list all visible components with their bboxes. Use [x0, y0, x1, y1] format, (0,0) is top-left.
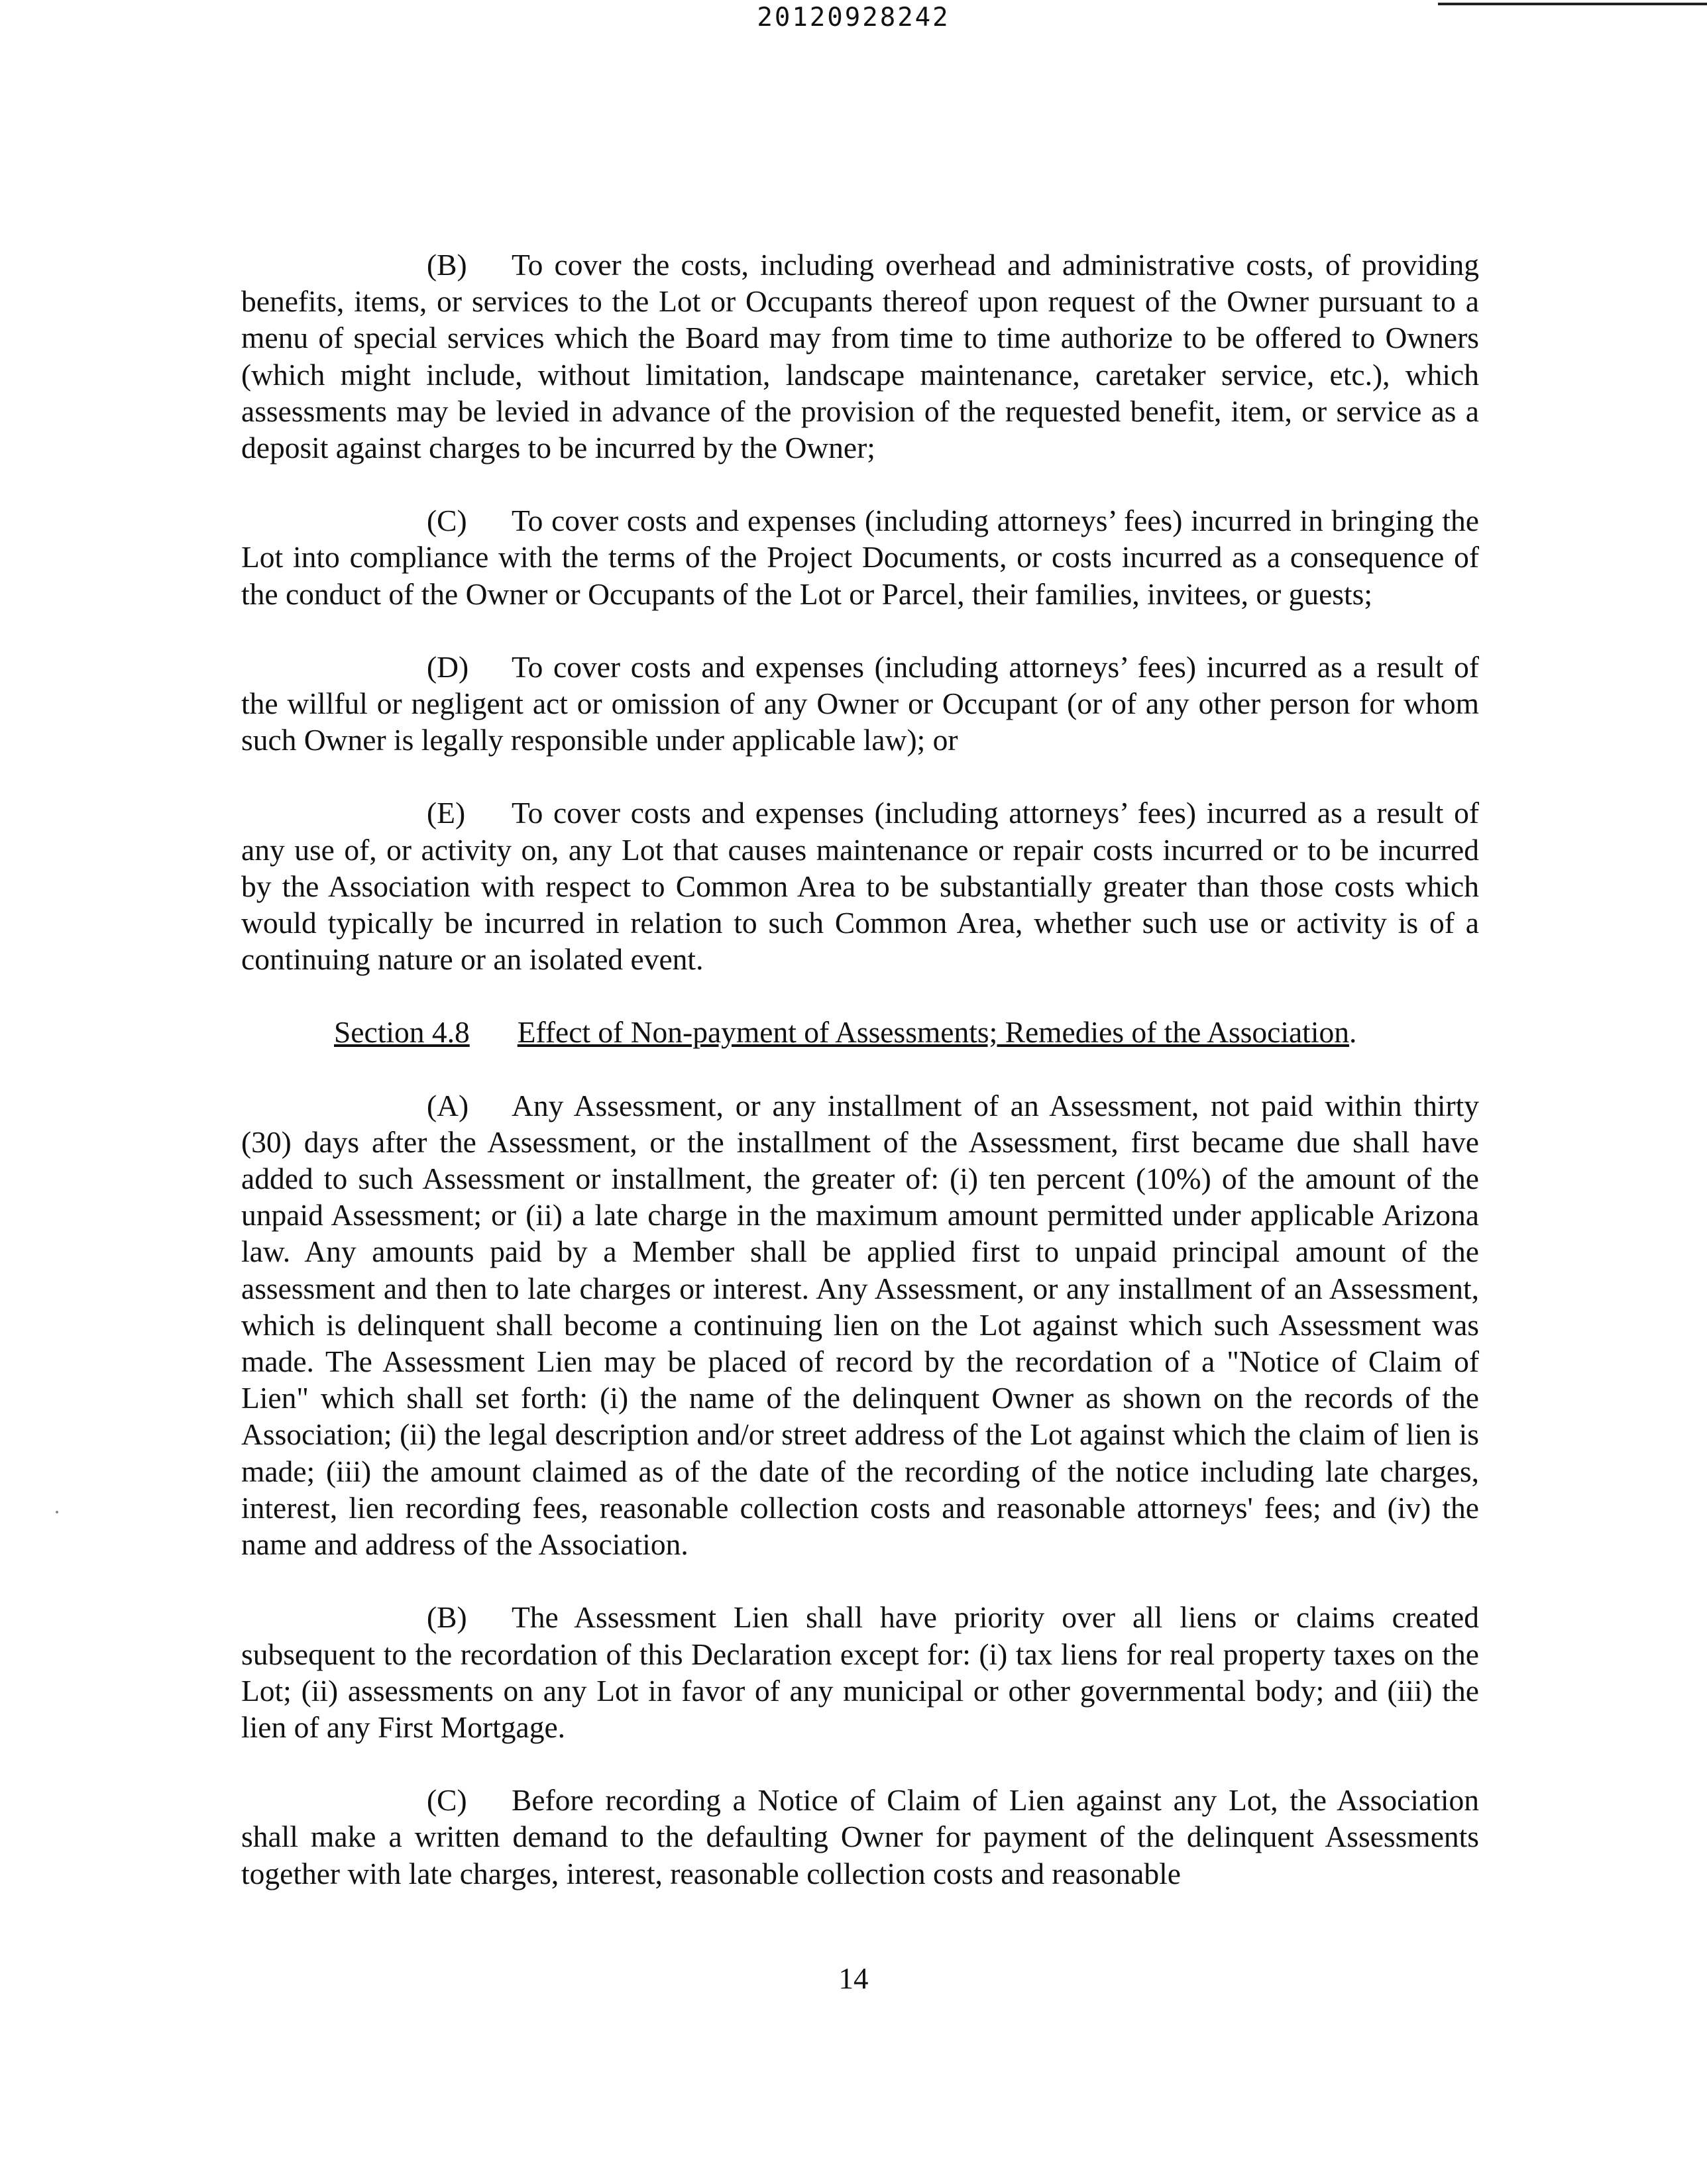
section-paragraph-c [241, 1782, 1479, 1892]
paragraph-e [241, 794, 1479, 977]
paragraph-label: (B) [427, 248, 467, 282]
paragraph-text: Before recording a Notice of Claim of Lien against any Lot, the Association shall make a written demand to the defaulting Owner for payment of the delinquent Assessments together with late charges, interest, reasonable collection costs and reasonable [241, 1783, 1479, 1890]
paragraph-label: (D) [427, 649, 469, 684]
page-number: 14 [838, 1962, 869, 1995]
paragraph-text: To cover the costs, including overhead and administrative costs, of providing benefits, items, or services to the Lot or Occupants thereof upon request of the Owner pursuant to a menu of special services which the Board may from time to time authorize to be offered to Owners (which might include, without limitation, landscape maintenance, caretaker service, etc.), which assessments may be levied in advance of the provision of the requested benefit, item, or service as a deposit against charges to be incurred by the Owner; [241, 248, 1479, 465]
paragraph-c [241, 502, 1479, 612]
paragraph-label: (B) [427, 1600, 467, 1635]
section-heading [241, 1014, 1479, 1050]
document-body [241, 246, 1479, 1928]
paragraph-text: The Assessment Lien shall have priority over all liens or claims created subsequent to the recordation of this Declaration except for: (i) tax liens for real property taxes on the Lot; (ii) assessments on any Lot in favor of any municipal or other governmental body; and (iii) the lien of any First Mortgage. [241, 1600, 1479, 1744]
paragraph-text: To cover costs and expenses (including attorneys’ fees) incurred in bringing the Lot into compliance with the terms of the Project Documents, or costs incurred as a consequence of the conduct of the Owner or Occupants of the Lot or Parcel, their families, invitees, or guests; [241, 504, 1479, 611]
paragraph-text: To cover costs and expenses (including attorneys’ fees) incurred as a result of any use of, or activity on, any Lot that causes maintenance or repair costs incurred or to be incurred by the Association with respect to Common Area to be substantially greater than those costs which would typically be incurred in relation to such Common Area, whether such use or activity is of a continuing nature or an isolated event. [241, 796, 1479, 977]
paragraph-text: To cover costs and expenses (including attorneys’ fees) incurred as a result of the willful or negligent act or omission of any Owner or Occupant (or of any other person for whom such Owner is legally responsible under applicable law); or [241, 649, 1479, 757]
scan-speck [56, 1511, 58, 1513]
recording-number: 20120928242 [757, 3, 950, 32]
section-title: Effect of Non-payment of Assessments; Remedies of the Association [517, 1015, 1349, 1050]
paragraph-label: (E) [427, 796, 466, 830]
paragraph-label: (C) [427, 1783, 467, 1818]
paragraph-d [241, 649, 1479, 759]
section-paragraph-b [241, 1599, 1479, 1745]
paragraph-text: Any Assessment, or any installment of an Assessment, not paid within thirty (30) days after the Assessment, or the installment of the Assessment, first became due shall have added to such Assessment or installment, the greater of: (i) ten percent (10%) of the amount of the unpaid Assessment; or (ii) a late charge in the maximum amount permitted under applicable Arizona law. Any amounts paid by a Member shall be applied first to unpaid principal amount of the assessment and then to late charges or interest. Any Assessment, or any installment of an Assessment, which is delinquent shall become a continuing lien on the Lot against which such Assessment was made. The Assessment Lien may be placed of record by the recordation of a "Notice of Claim of Lien" which shall set forth: (i) the name of the delinquent Owner as shown on the records of the Association; (ii) the legal description and/or street address of the Lot against which the claim of lien is made; (iii) the amount claimed as of the date of the recording of the notice including late charges, interest, lien recording fees, reasonable collection costs and reasonable attorneys' fees; and (iv) the name and address of the Association. [241, 1088, 1479, 1562]
paragraph-label: (C) [427, 504, 467, 538]
section-title-period: . [1349, 1015, 1357, 1050]
paragraph-b [241, 246, 1479, 466]
paragraph-label: (A) [427, 1088, 469, 1122]
section-number: Section 4.8 [334, 1015, 470, 1050]
section-paragraph-a [241, 1087, 1479, 1563]
